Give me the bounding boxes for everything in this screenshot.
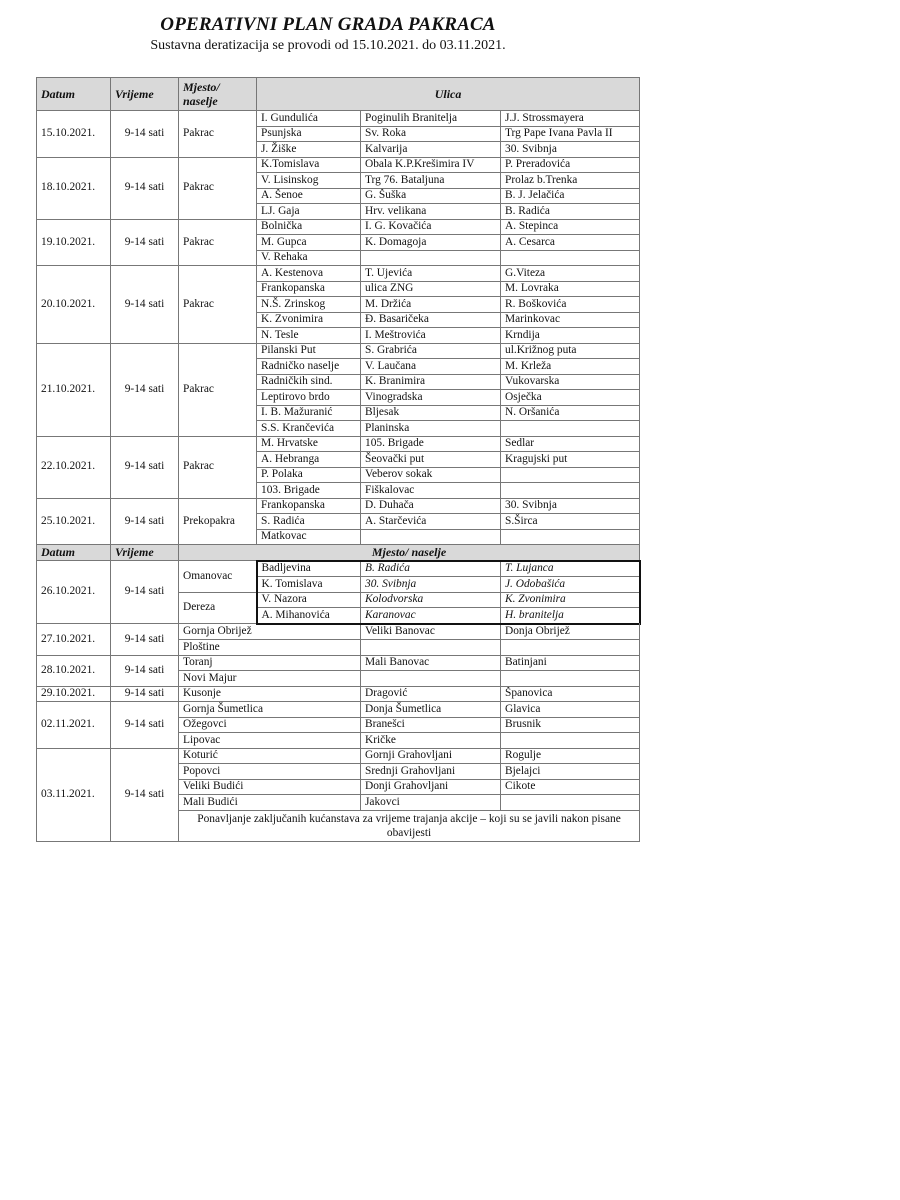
street-cell: Matkovac — [257, 529, 361, 545]
street-cell: K. Zvonimira — [257, 312, 361, 328]
table-row — [37, 343, 640, 359]
street-cell: J. Odobašića — [501, 577, 640, 593]
street-cell: B. Radića — [361, 561, 501, 577]
table-row — [37, 686, 640, 702]
street-cell: 30. Svibnja — [501, 498, 640, 514]
street-cell: 103. Brigade — [257, 483, 361, 499]
street-cell: Psunjska — [257, 126, 361, 142]
village-cell: Branešci — [361, 717, 501, 733]
header-ulica: Ulica — [257, 78, 640, 111]
header-datum-2: Datum — [37, 545, 111, 561]
date-cell: 28.10.2021. — [37, 655, 111, 686]
street-cell: M. Gupca — [257, 235, 361, 251]
street-cell: A. Cesarca — [501, 235, 640, 251]
page-subtitle: Sustavna deratizacija se provodi od 15.10.2021. do 03.11.2021. — [150, 38, 506, 53]
village-cell: Gornja Obrijež — [179, 624, 361, 640]
time-cell: 9-14 sati — [111, 655, 179, 686]
street-cell: Leptirovo brdo — [257, 390, 361, 406]
village-cell — [501, 733, 640, 749]
street-cell: 30. Svibnja — [361, 577, 501, 593]
street-cell: LJ. Gaja — [257, 204, 361, 220]
schedule-table — [36, 77, 640, 842]
village-cell — [361, 671, 501, 687]
street-cell: Sv. Roka — [361, 126, 501, 142]
date-cell: 25.10.2021. — [37, 498, 111, 545]
street-cell: S. Grabrića — [361, 343, 501, 359]
street-cell: Radničkih sind. — [257, 374, 361, 390]
village-cell: Brusnik — [501, 717, 640, 733]
street-cell: Fiškalovac — [361, 483, 501, 499]
village-cell: Toranj — [179, 655, 361, 671]
street-cell: N.Š. Zrinskog — [257, 297, 361, 313]
date-cell: 26.10.2021. — [37, 561, 111, 624]
street-cell: Karanovac — [361, 608, 501, 624]
village-cell: Veliki Budići — [179, 779, 361, 795]
time-cell: 9-14 sati — [111, 219, 179, 266]
street-cell: Đ. Basaričeka — [361, 312, 501, 328]
street-cell: V. Lisinskog — [257, 173, 361, 189]
date-cell: 20.10.2021. — [37, 266, 111, 344]
date-cell: 22.10.2021. — [37, 436, 111, 498]
header-mjesto: Mjesto/ naselje — [179, 78, 257, 111]
village-cell: Novi Majur — [179, 671, 361, 687]
table-row — [37, 78, 640, 111]
note-cell: Ponavljanje zaključanih kućanstava za vrijeme trajanja akcije – koji su se javili nakon pisane obavijesti — [179, 810, 640, 841]
street-cell: Trg Pape Ivana Pavla II — [501, 126, 640, 142]
street-cell — [501, 483, 640, 499]
date-cell: 29.10.2021. — [37, 686, 111, 702]
village-cell: Cikote — [501, 779, 640, 795]
street-cell: P. Preradovića — [501, 157, 640, 173]
table-row — [37, 748, 640, 764]
street-cell: J. Žiške — [257, 142, 361, 158]
village-cell: Gornja Šumetlica — [179, 702, 361, 718]
village-cell — [501, 795, 640, 811]
village-cell: Srednji Grahovljani — [361, 764, 501, 780]
header-vrijeme: Vrijeme — [111, 78, 179, 111]
place-cell: Pakrac — [179, 157, 257, 219]
street-cell: G. Šuška — [361, 188, 501, 204]
table-row — [37, 436, 640, 452]
street-cell: K. Domagoja — [361, 235, 501, 251]
street-cell: B. Radića — [501, 204, 640, 220]
header-datum: Datum — [37, 78, 111, 111]
street-cell: A. Kestenova — [257, 266, 361, 282]
street-cell — [501, 529, 640, 545]
street-cell — [501, 421, 640, 437]
table-row — [37, 266, 640, 282]
date-cell: 03.11.2021. — [37, 748, 111, 841]
street-cell: Obala K.P.Krešimira IV — [361, 157, 501, 173]
street-cell: A. Hebranga — [257, 452, 361, 468]
time-cell: 9-14 sati — [111, 436, 179, 498]
street-cell — [361, 250, 501, 266]
street-cell: ul.Križnog puta — [501, 343, 640, 359]
street-cell: I. Gundulića — [257, 111, 361, 127]
table-row — [37, 219, 640, 235]
street-cell: M. Krleža — [501, 359, 640, 375]
place-cell: Pakrac — [179, 266, 257, 344]
street-cell: T. Ujevića — [361, 266, 501, 282]
table-row — [37, 655, 640, 671]
street-cell: V. Laučana — [361, 359, 501, 375]
street-cell: A. Stepinca — [501, 219, 640, 235]
place-cell: Pakrac — [179, 111, 257, 158]
street-cell: Kalvarija — [361, 142, 501, 158]
table-row — [37, 498, 640, 514]
street-cell: A. Mihanovića — [257, 608, 361, 624]
time-cell: 9-14 sati — [111, 266, 179, 344]
street-cell: Bolnička — [257, 219, 361, 235]
table-row — [37, 545, 640, 561]
street-cell — [501, 467, 640, 483]
street-cell: K. Tomislava — [257, 577, 361, 593]
street-cell: S. Radića — [257, 514, 361, 530]
street-cell: Frankopanska — [257, 281, 361, 297]
village-cell: Kričke — [361, 733, 501, 749]
street-cell: Prolaz b.Trenka — [501, 173, 640, 189]
street-cell: Frankopanska — [257, 498, 361, 514]
time-cell: 9-14 sati — [111, 498, 179, 545]
place-cell: Dereza — [179, 592, 257, 624]
village-cell: Glavica — [501, 702, 640, 718]
street-cell: K.Tomislava — [257, 157, 361, 173]
date-cell: 27.10.2021. — [37, 624, 111, 656]
street-cell: Šeovački put — [361, 452, 501, 468]
place-cell: Prekopakra — [179, 498, 257, 545]
street-cell: N. Tesle — [257, 328, 361, 344]
village-cell: Mali Budići — [179, 795, 361, 811]
time-cell: 9-14 sati — [111, 111, 179, 158]
village-cell: Donja Obrijež — [501, 624, 640, 640]
street-cell: B. J. Jelačića — [501, 188, 640, 204]
place-cell: Pakrac — [179, 436, 257, 498]
street-cell: S.Širca — [501, 514, 640, 530]
village-cell — [501, 640, 640, 656]
street-cell: Hrv. velikana — [361, 204, 501, 220]
street-cell: M. Lovraka — [501, 281, 640, 297]
street-cell: N. Oršanića — [501, 405, 640, 421]
village-cell: Bjelajci — [501, 764, 640, 780]
date-cell: 02.11.2021. — [37, 702, 111, 749]
header-vrijeme-2: Vrijeme — [111, 545, 179, 561]
village-cell: Popovci — [179, 764, 361, 780]
street-cell: Osječka — [501, 390, 640, 406]
street-cell: Trg 76. Bataljuna — [361, 173, 501, 189]
street-cell: D. Duhača — [361, 498, 501, 514]
place-cell: Omanovac — [179, 561, 257, 593]
village-cell: Kusonje — [179, 686, 361, 702]
village-cell: Ploštine — [179, 640, 361, 656]
street-cell: A. Šenoe — [257, 188, 361, 204]
time-cell: 9-14 sati — [111, 686, 179, 702]
street-cell: Radničko naselje — [257, 359, 361, 375]
table-row — [37, 561, 640, 577]
street-cell: Sedlar — [501, 436, 640, 452]
street-cell: V. Nazora — [257, 592, 361, 608]
time-cell: 9-14 sati — [111, 702, 179, 749]
village-cell: Donja Šumetlica — [361, 702, 501, 718]
street-cell: Bljesak — [361, 405, 501, 421]
street-cell: P. Polaka — [257, 467, 361, 483]
street-cell: 30. Svibnja — [501, 142, 640, 158]
time-cell: 9-14 sati — [111, 748, 179, 841]
header-mjesto-2: Mjesto/ naselje — [179, 545, 640, 561]
street-cell: Kolodvorska — [361, 592, 501, 608]
page-title: OPERATIVNI PLAN GRADA PAKRACA — [160, 14, 496, 35]
street-cell: S.S. Krančevića — [257, 421, 361, 437]
village-cell: Ožegovci — [179, 717, 361, 733]
village-cell — [361, 640, 501, 656]
date-cell: 18.10.2021. — [37, 157, 111, 219]
street-cell: Marinkovac — [501, 312, 640, 328]
village-cell: Batinjani — [501, 655, 640, 671]
village-cell: Jakovci — [361, 795, 501, 811]
street-cell: Vinogradska — [361, 390, 501, 406]
date-cell: 15.10.2021. — [37, 111, 111, 158]
street-cell: K. Branimira — [361, 374, 501, 390]
street-cell: Veberov sokak — [361, 467, 501, 483]
street-cell — [361, 529, 501, 545]
street-cell: M. Hrvatske — [257, 436, 361, 452]
street-cell: A. Starčevića — [361, 514, 501, 530]
village-cell: Španovica — [501, 686, 640, 702]
street-cell: Poginulih Branitelja — [361, 111, 501, 127]
street-cell: T. Lujanca — [501, 561, 640, 577]
street-cell: M. Držića — [361, 297, 501, 313]
street-cell: G.Viteza — [501, 266, 640, 282]
street-cell: I. Meštrovića — [361, 328, 501, 344]
place-cell: Pakrac — [179, 343, 257, 436]
street-cell: V. Rehaka — [257, 250, 361, 266]
street-cell: Planinska — [361, 421, 501, 437]
village-cell: Rogulje — [501, 748, 640, 764]
street-cell: Pilanski Put — [257, 343, 361, 359]
street-cell: H. branitelja — [501, 608, 640, 624]
village-cell: Gornji Grahovljani — [361, 748, 501, 764]
street-cell: K. Zvonimira — [501, 592, 640, 608]
street-cell: Vukovarska — [501, 374, 640, 390]
table-row — [37, 111, 640, 127]
date-cell: 19.10.2021. — [37, 219, 111, 266]
time-cell: 9-14 sati — [111, 343, 179, 436]
street-cell: Krndija — [501, 328, 640, 344]
street-cell: Badljevina — [257, 561, 361, 577]
village-cell — [501, 671, 640, 687]
table-row — [37, 624, 640, 640]
street-cell — [501, 250, 640, 266]
street-cell: I. G. Kovačića — [361, 219, 501, 235]
time-cell: 9-14 sati — [111, 561, 179, 624]
village-cell: Mali Banovac — [361, 655, 501, 671]
street-cell: J.J. Strossmayera — [501, 111, 640, 127]
place-cell: Pakrac — [179, 219, 257, 266]
village-cell: Veliki Banovac — [361, 624, 501, 640]
table-row — [37, 157, 640, 173]
table-row — [37, 702, 640, 718]
time-cell: 9-14 sati — [111, 624, 179, 656]
street-cell: 105. Brigade — [361, 436, 501, 452]
street-cell: I. B. Mažuranić — [257, 405, 361, 421]
time-cell: 9-14 sati — [111, 157, 179, 219]
street-cell: ulica ZNG — [361, 281, 501, 297]
village-cell: Dragović — [361, 686, 501, 702]
village-cell: Donji Grahovljani — [361, 779, 501, 795]
date-cell: 21.10.2021. — [37, 343, 111, 436]
street-cell: Kragujski put — [501, 452, 640, 468]
village-cell: Lipovac — [179, 733, 361, 749]
street-cell: R. Boškovića — [501, 297, 640, 313]
village-cell: Koturić — [179, 748, 361, 764]
